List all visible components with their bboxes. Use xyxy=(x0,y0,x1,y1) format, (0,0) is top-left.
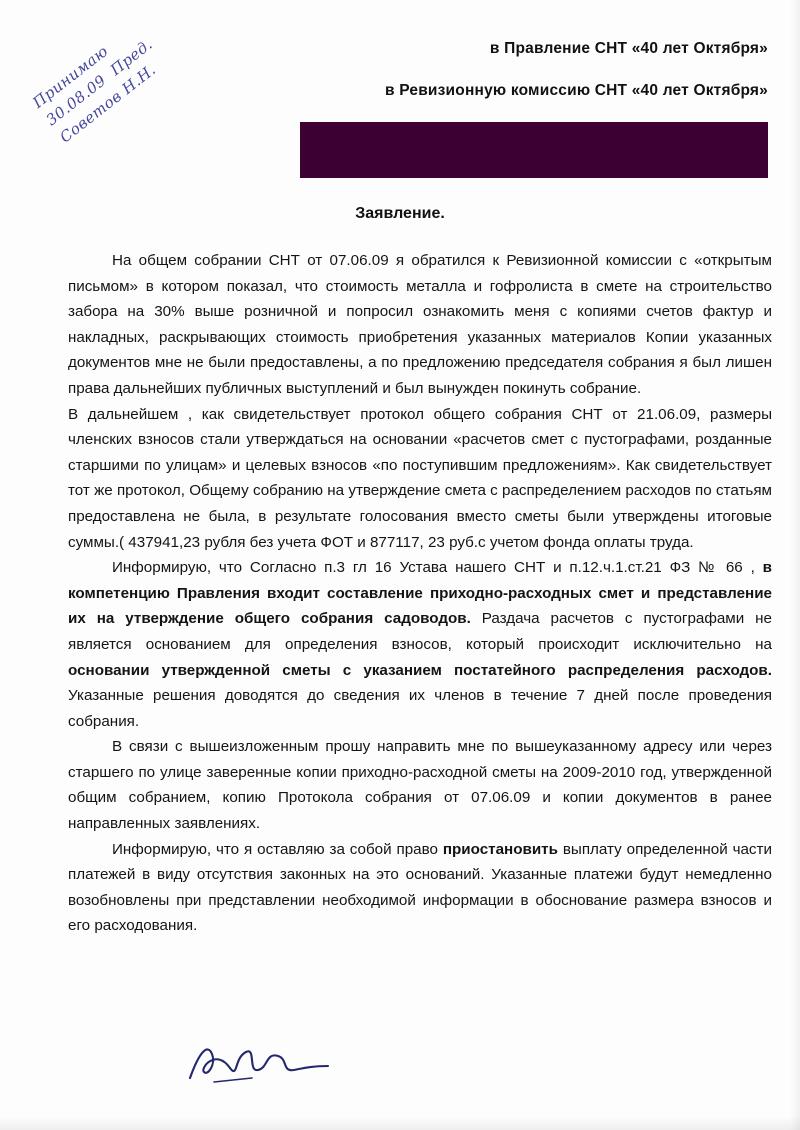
paragraph-3-bold-1: в компетенцию Правления входит составление приходно-расходных смет и представление их на утверждение общего собрания садоводов. xyxy=(68,559,772,628)
document-body xyxy=(68,248,772,939)
paragraph-3-part-3: Указанные решения доводятся до сведения их членов в течение 7 дней после проведения собрания. xyxy=(68,687,772,730)
paragraph-1: На общем собрании СНТ от 07.06.09 я обратился к Ревизионной комиссии с «открытым письмом» в котором показал, что стоимость металла и гофролиста в смете на строительство забора на 30% выше розничной и попросил ознакомить меня с копиями счетов фактур и накладных, раскрывающих стоимость приобретения указанных материалов Копии указанных документов мне не были предоставлены, а по предложению председателя собрания я был лишен права дальнейших публичных выступлений и был вынужден покинуть собрание. xyxy=(68,252,772,397)
paragraph-5-part-2: выплату определенной части платежей в виду отсутствия законных на это оснований. Указанные платежи будут немедленно возобновлены при представлении необходимой информации в обоснование размера взносов и его расходования. xyxy=(68,840,772,935)
page-title: Заявление. xyxy=(355,205,445,222)
paragraph-3-bold-2: основании утвержденной сметы с указанием постатейного распределения расходов. xyxy=(68,661,772,679)
redaction-block xyxy=(300,122,768,178)
addressee-line-2: в Ревизионную комиссию СНТ «40 лет Октября» xyxy=(384,82,768,99)
paragraph-5-part-1: Информирую, что я оставляю за собой право xyxy=(112,840,438,858)
paragraph-3-part-2: Раздача расчетов с пустографами не является основанием для определения взносов, который происходит исключительно на xyxy=(68,610,772,653)
addressee-line-1: в Правление СНТ «40 лет Октября» xyxy=(489,40,768,57)
paragraph-3 xyxy=(68,555,772,734)
scan-edge-right xyxy=(790,0,800,1130)
paragraph-3-part-1: Информирую, что Согласно п.3 гл 16 Устава нашего СНТ и п.12.ч.1.ст.21 ФЗ № 66 , xyxy=(112,559,755,577)
signature-mark xyxy=(186,1038,336,1088)
paragraph-5-bold-1: приостановить xyxy=(442,840,558,858)
scan-edge-bottom xyxy=(0,1116,800,1130)
paragraph-5 xyxy=(68,837,772,939)
paragraph-4: В связи с вышеизложенным прошу направить мне по вышеуказанному адресу или через старшего по улице заверенные копии приходно-расходной сметы на 2009-2010 год, утвержденной общим собранием, копию Протокола собрания от 07.06.09 и копии документов в ранее направленных заявлениях. xyxy=(68,738,772,833)
handwritten-note: Принимаю 30.08.09 Пред. Советов Н.Н. xyxy=(29,35,160,147)
paragraph-2: В дальнейшем , как свидетельствует протокол общего собрания СНТ от 21.06.09, размеры членских взносов стали утверждаться на основании «расчетов смет с пустографами, розданные старшими по улицам» и целевых взносов «по поступившим предложениям». Как свидетельствует тот же протокол, Общему собранию на утверждение смета с распределением расходов по статьям предоставлена не была, в результате голосования вместо сметы были утверждены итоговые суммы.( 437941,23 рубля без учета ФОТ и 877117, 23 руб.с учетом фонда оплаты труда. xyxy=(68,405,772,551)
